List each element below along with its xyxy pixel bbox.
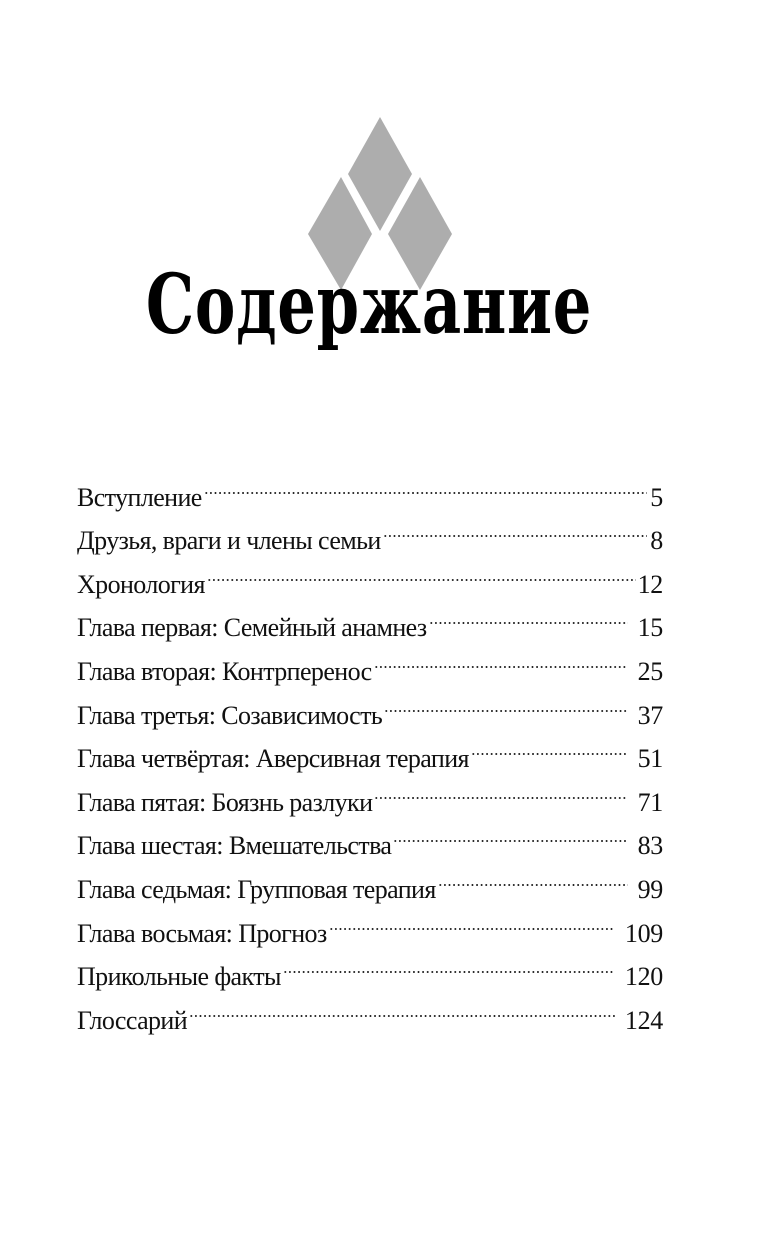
toc-entry-title: Глава восьмая: Прогноз (77, 918, 327, 948)
dot-leader (204, 462, 647, 506)
toc-entry-page-number: 83 (637, 831, 663, 861)
toc-entry-page-number: 120 (624, 962, 663, 992)
toc-entry-page-number: 109 (624, 918, 663, 948)
toc-entry-title: Глава первая: Семейный анамнез (77, 613, 427, 643)
dot-leader (207, 549, 636, 593)
toc-entry-title: Глава вторая: Контрперенос (77, 656, 372, 686)
toc-entry-page-number: 12 (637, 569, 663, 599)
dot-leader (374, 767, 627, 811)
toc-entry-page-number: 71 (637, 787, 663, 817)
toc-entry-title: Вступление (77, 482, 202, 512)
toc-entry-page-number: 37 (637, 700, 663, 730)
toc-entry-title: Глава пятая: Боязнь разлуки (77, 787, 373, 817)
toc-entry-page-number: 15 (637, 613, 663, 643)
table-of-contents (77, 462, 663, 1035)
toc-entry-title: Хронология (77, 569, 205, 599)
dot-leader (374, 636, 628, 680)
dot-leader (283, 942, 615, 986)
toc-entry-title: Глава седьмая: Групповая терапия (77, 874, 436, 904)
toc-entry-title: Друзья, враги и члены семьи (77, 526, 381, 556)
toc-entry-title: Глава шестая: Вмешательства (77, 831, 392, 861)
toc-entry-title: Прикольные факты (77, 962, 281, 992)
toc-entry-page-number: 99 (637, 874, 663, 904)
dot-leader (429, 593, 628, 637)
dot-leader (384, 680, 627, 724)
page-title: Содержание (145, 257, 593, 353)
toc-entry-page-number: 5 (650, 482, 663, 512)
dot-leader (329, 898, 615, 942)
toc-entry-title: Глоссарий (77, 1005, 188, 1035)
toc-entry[interactable] (77, 462, 663, 512)
toc-entry-title: Глава четвёртая: Аверсивная терапия (77, 744, 469, 774)
toc-entry-page-number: 25 (637, 656, 663, 686)
toc-entry-page-number: 51 (637, 744, 663, 774)
dot-leader (383, 506, 647, 550)
dot-leader (438, 854, 628, 898)
dot-leader (393, 811, 627, 855)
toc-entry-page-number: 124 (624, 1005, 663, 1035)
toc-entry-title: Глава третья: Созависимость (77, 700, 383, 730)
toc-entry-page-number: 8 (650, 526, 663, 556)
dot-leader (471, 724, 628, 768)
dot-leader (189, 985, 615, 1029)
